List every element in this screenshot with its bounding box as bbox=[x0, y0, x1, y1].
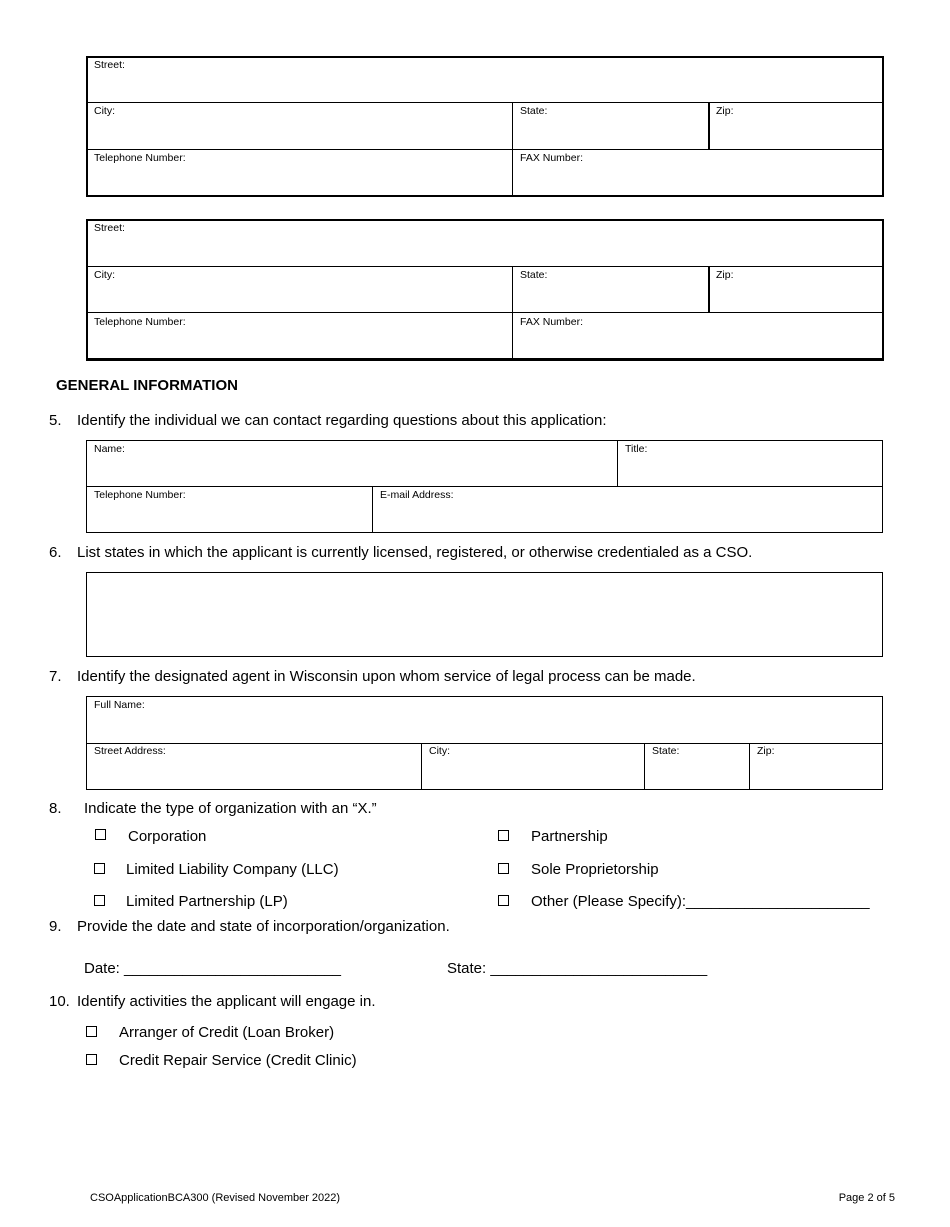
divider bbox=[708, 266, 710, 312]
state-field[interactable]: State: bbox=[520, 269, 548, 281]
limited-partnership-checkbox[interactable] bbox=[94, 895, 105, 906]
option-label: Partnership bbox=[531, 828, 608, 845]
page-number: Page 2 of 5 bbox=[838, 1192, 895, 1204]
form-id: CSOApplicationBCA300 (Revised November 2022) bbox=[90, 1192, 341, 1204]
zip-field[interactable]: Zip: bbox=[716, 105, 734, 117]
divider bbox=[421, 743, 422, 790]
telephone-field[interactable]: Telephone Number: bbox=[94, 316, 186, 328]
zip-field[interactable]: Zip: bbox=[716, 269, 734, 281]
licensed-states-field[interactable] bbox=[86, 572, 883, 657]
question-number: 8. bbox=[49, 800, 62, 817]
question-number: 9. bbox=[49, 918, 62, 935]
divider bbox=[644, 743, 645, 790]
divider bbox=[87, 312, 883, 313]
question-text: Identify activities the applicant will engage in. bbox=[77, 993, 376, 1010]
arranger-of-credit-checkbox[interactable] bbox=[86, 1026, 97, 1037]
question-text: Identify the designated agent in Wisconsin upon whom service of legal process can be made. bbox=[77, 668, 696, 685]
address-table-2 bbox=[86, 219, 884, 361]
divider bbox=[512, 266, 513, 359]
email-field[interactable]: E-mail Address: bbox=[380, 489, 454, 501]
sole-proprietorship-checkbox[interactable] bbox=[498, 863, 509, 874]
divider bbox=[86, 486, 883, 487]
question-number: 10. bbox=[49, 993, 70, 1010]
telephone-field[interactable]: Telephone Number: bbox=[94, 489, 186, 501]
state-field[interactable]: State: __________________________ bbox=[447, 960, 708, 977]
divider bbox=[86, 743, 883, 744]
city-field[interactable]: City: bbox=[94, 105, 115, 117]
option-label: Sole Proprietorship bbox=[531, 861, 659, 878]
other-checkbox[interactable] bbox=[498, 895, 509, 906]
street-field[interactable]: Street: bbox=[94, 222, 125, 234]
street-address-field[interactable]: Street Address: bbox=[94, 745, 166, 757]
zip-field[interactable]: Zip: bbox=[757, 745, 775, 757]
option-label: Arranger of Credit (Loan Broker) bbox=[119, 1024, 335, 1041]
divider bbox=[512, 102, 513, 196]
state-field[interactable]: State: bbox=[652, 745, 680, 757]
divider bbox=[617, 440, 618, 486]
other-specify-field[interactable]: Other (Please Specify):______________________ bbox=[531, 893, 870, 910]
option-label: Limited Partnership (LP) bbox=[126, 893, 288, 910]
question-number: 5. bbox=[49, 412, 62, 429]
question-text: Provide the date and state of incorporation/organization. bbox=[77, 918, 450, 935]
street-field[interactable]: Street: bbox=[94, 59, 125, 71]
full-name-field[interactable]: Full Name: bbox=[94, 699, 145, 711]
name-field[interactable]: Name: bbox=[94, 443, 125, 455]
option-label: Limited Liability Company (LLC) bbox=[126, 861, 339, 878]
corporation-checkbox[interactable] bbox=[95, 829, 106, 840]
fax-field[interactable]: FAX Number: bbox=[520, 316, 584, 328]
question-number: 7. bbox=[49, 668, 62, 685]
partnership-checkbox[interactable] bbox=[498, 830, 509, 841]
divider bbox=[87, 266, 883, 267]
option-label: Credit Repair Service (Credit Clinic) bbox=[119, 1052, 357, 1069]
question-text: List states in which the applicant is currently licensed, registered, or otherwise credentialed as a CSO. bbox=[77, 544, 753, 561]
section-heading: GENERAL INFORMATION bbox=[56, 377, 238, 394]
divider bbox=[749, 743, 750, 790]
divider bbox=[87, 358, 883, 359]
question-text: Indicate the type of organization with an “X.” bbox=[84, 800, 377, 817]
city-field[interactable]: City: bbox=[94, 269, 115, 281]
question-text: Identify the individual we can contact regarding questions about this application: bbox=[77, 412, 607, 429]
divider bbox=[372, 486, 373, 533]
divider bbox=[708, 102, 710, 149]
credit-repair-checkbox[interactable] bbox=[86, 1054, 97, 1065]
divider bbox=[87, 149, 883, 150]
title-field[interactable]: Title: bbox=[625, 443, 648, 455]
date-field[interactable]: Date: __________________________ bbox=[84, 960, 341, 977]
telephone-field[interactable]: Telephone Number: bbox=[94, 152, 186, 164]
city-field[interactable]: City: bbox=[429, 745, 450, 757]
state-field[interactable]: State: bbox=[520, 105, 548, 117]
address-table-1 bbox=[86, 56, 884, 197]
divider bbox=[87, 102, 883, 103]
llc-checkbox[interactable] bbox=[94, 863, 105, 874]
fax-field[interactable]: FAX Number: bbox=[520, 152, 584, 164]
question-number: 6. bbox=[49, 544, 62, 561]
option-label: Corporation bbox=[128, 828, 207, 845]
